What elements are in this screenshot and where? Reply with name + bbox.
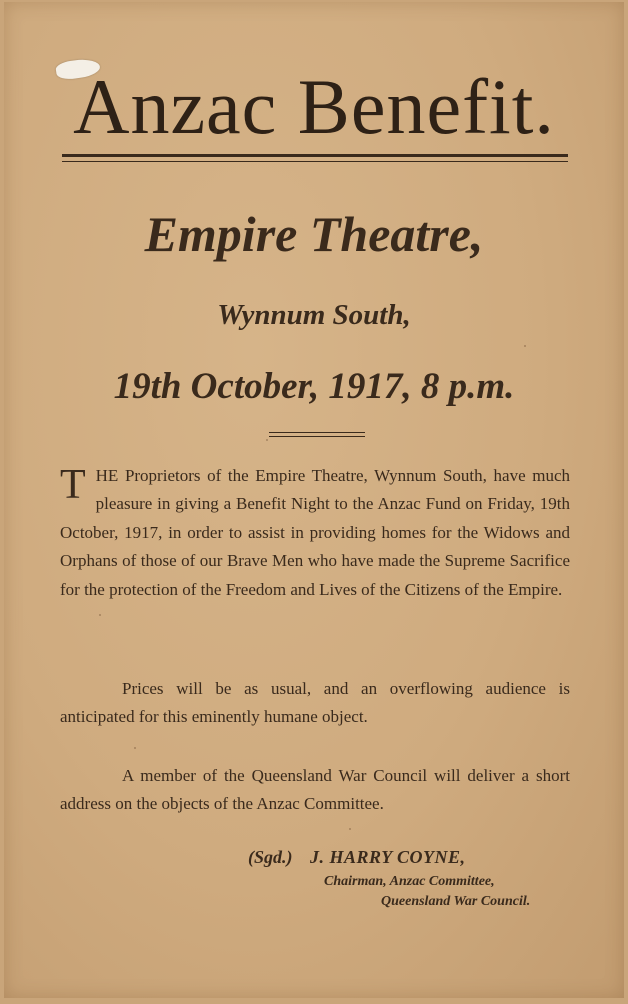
section-divider (269, 432, 365, 437)
title-double-rule (62, 154, 568, 162)
paper-speck (349, 828, 351, 830)
paragraph-prices: Prices will be as usual, and an overflowing audience is anticipated for this eminently humane object. (60, 679, 570, 727)
announcement-text: HE Proprietors of the Empire Theatre, Wynnum South, have much pleasure in giving a Benefit Night to the Anzac Fund on Friday, 19th October, 1917, in order to assist in providing homes for the Widows and Orphans of those of our Brave Men who have made the Supreme Sacrifice for the protection of the Freedom and Lives of the Citizens of the Empire. (60, 466, 570, 599)
suburb-heading: Wynnum South, (217, 299, 411, 331)
event-datetime: 19th October, 1917, 8 p.m. (113, 366, 515, 407)
signatory-organisation: Queensland War Council. (381, 894, 531, 909)
paper-speck (134, 747, 136, 749)
paper-speck (524, 345, 526, 347)
venue-heading: Empire Theatre, (144, 206, 484, 262)
drop-cap: T (60, 462, 86, 508)
handbill-title: Anzac Benefit. (73, 63, 555, 150)
paragraph-announcement (60, 462, 570, 604)
signed-mark: (Sgd.) (248, 847, 293, 867)
signatory-name: J. HARRY COYNE, (310, 847, 466, 867)
paper-speck (99, 614, 101, 616)
handbill-sheet (4, 2, 624, 998)
paper-speck (266, 439, 268, 441)
paragraph-address: A member of the Queensland War Council will deliver a short address on the objects of the Anzac Committee. (60, 766, 570, 814)
signatory-role: Chairman, Anzac Committee, (324, 874, 495, 889)
